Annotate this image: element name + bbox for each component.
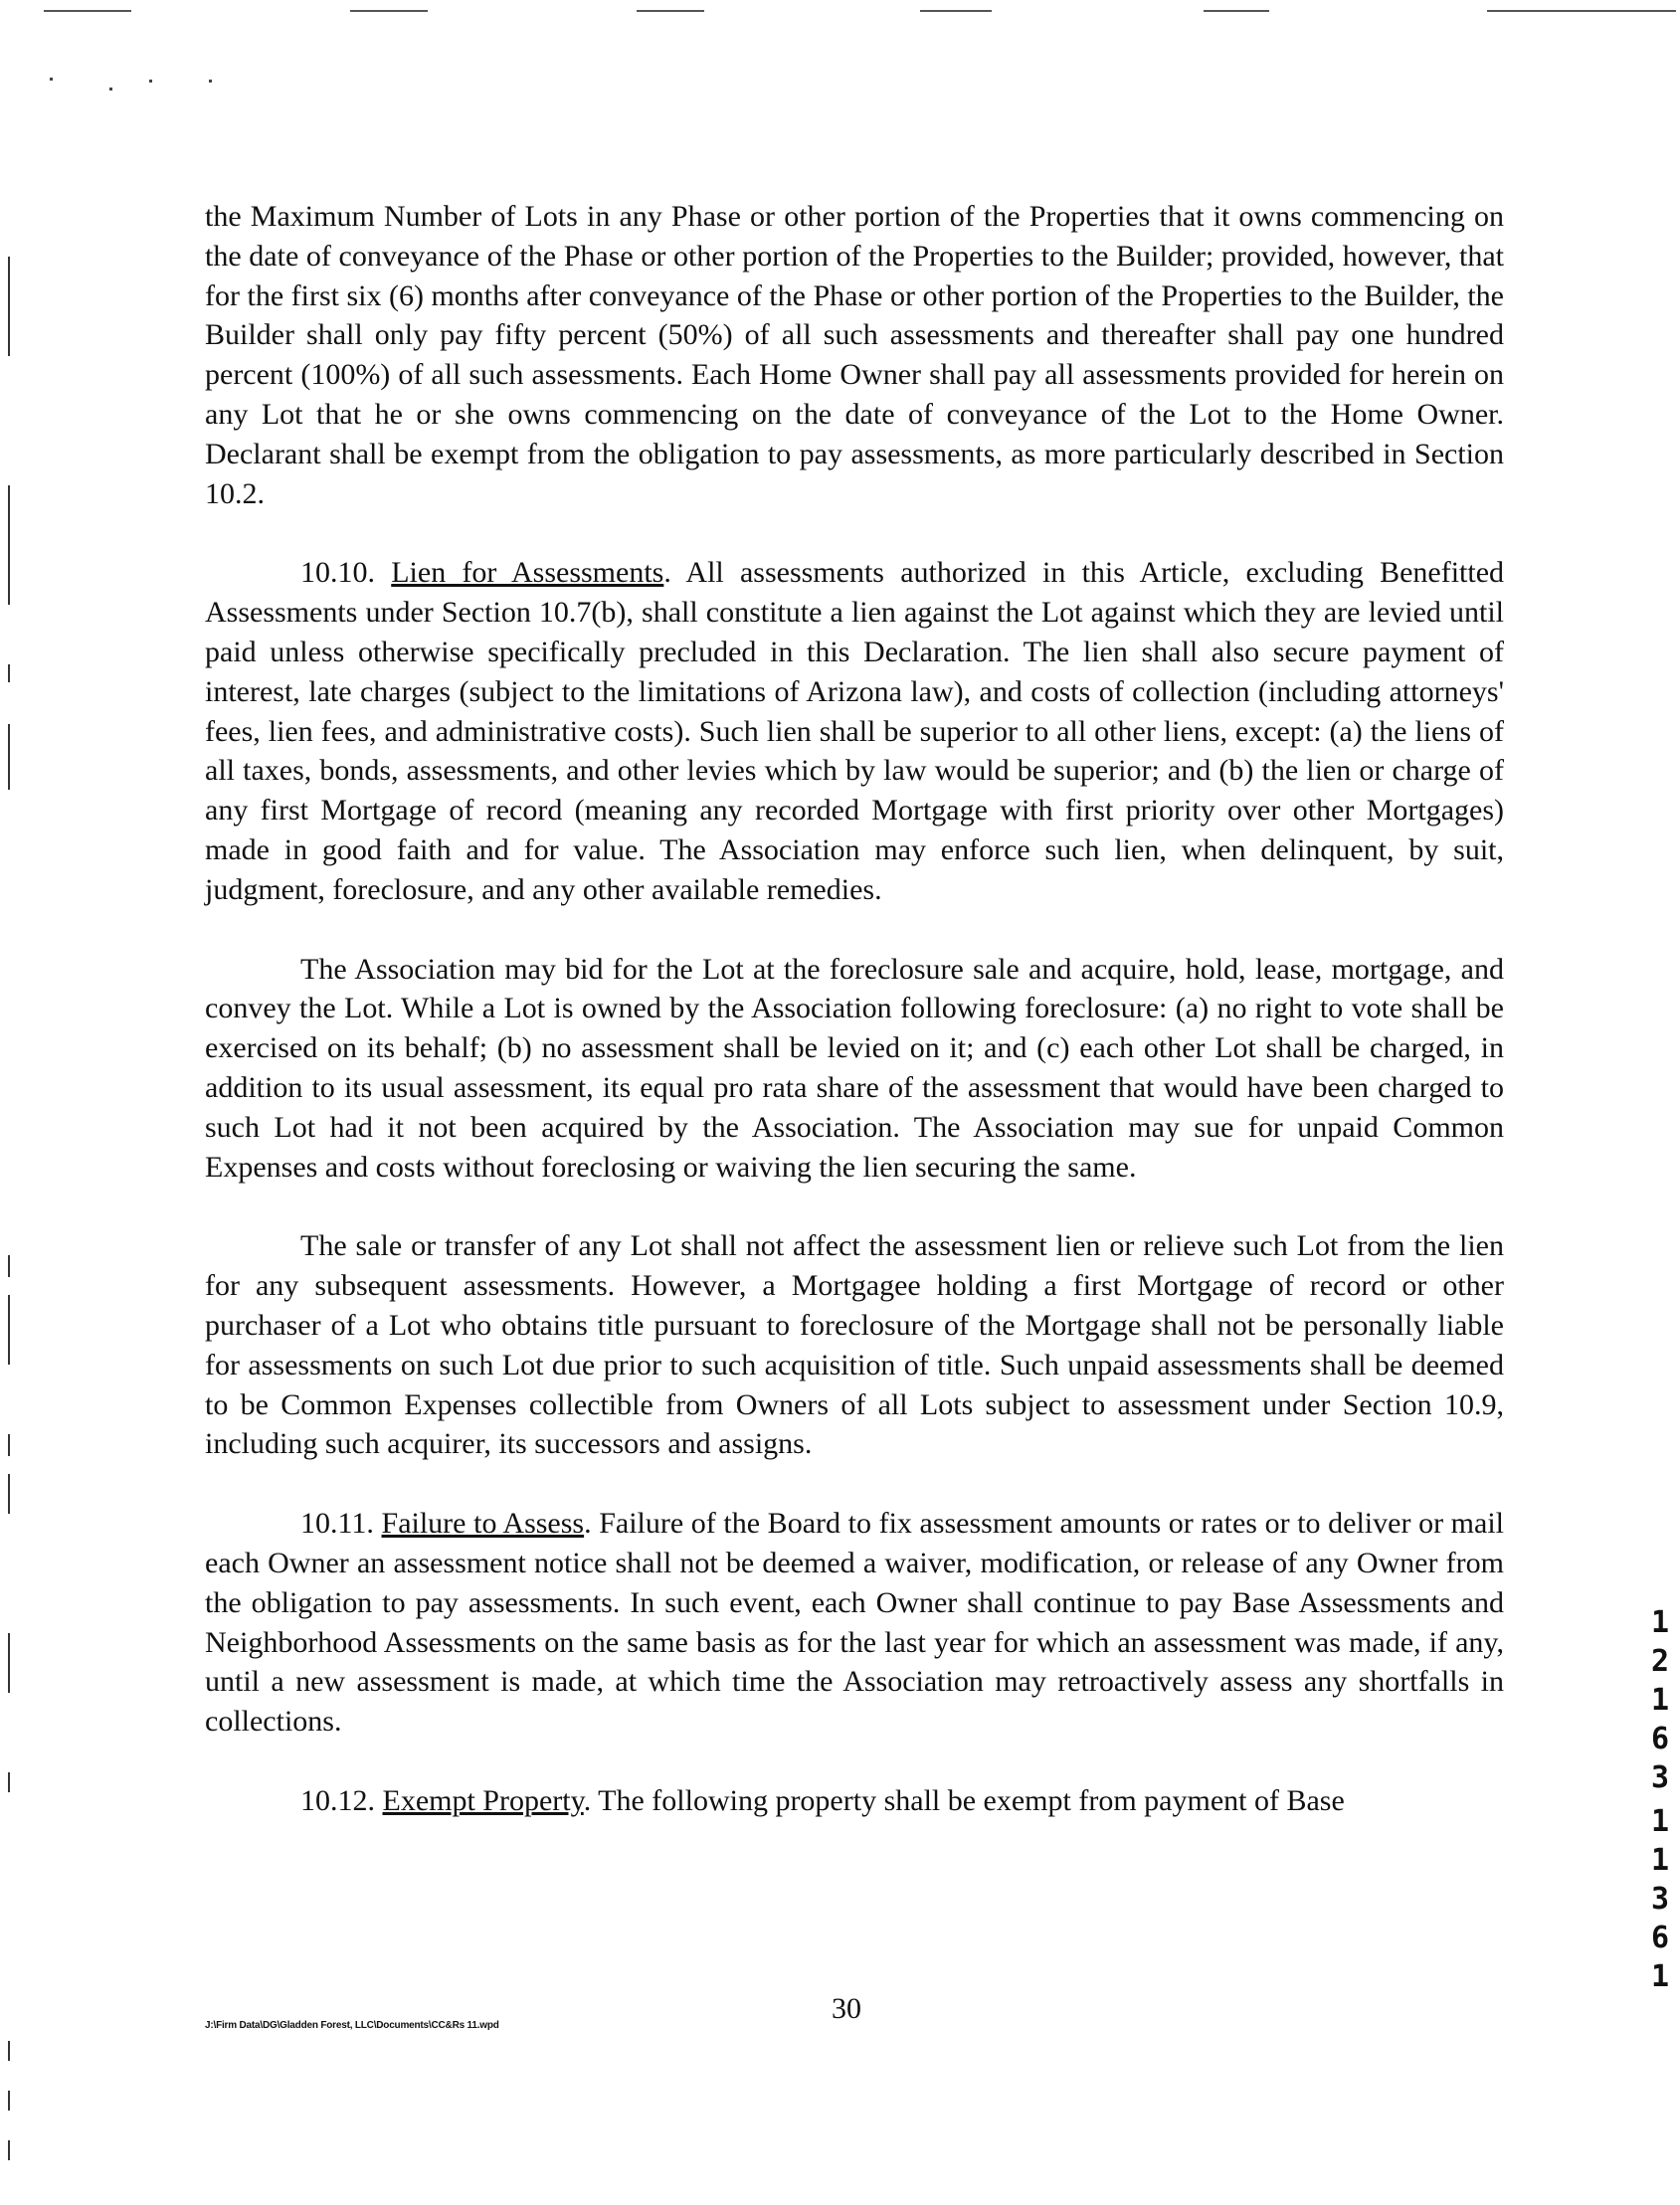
revision-bar [8,257,10,356]
stamp-digit: 3 [1650,1760,1670,1795]
stamp-digit: 1 [1650,1804,1670,1839]
paragraph-foreclosure-sale: The Association may bid for the Lot at the foreclosure sale and acquire, hold, lease, mortgage, and convey the Lot. While a Lot is owned by the Association following foreclosure: (a) no right to vote shall be exercised on its behalf; (b) no assessment shall be levied on it; and (c) each other Lot shall be charged, in addition to its usual assessment, its equal pro rata share of the assessment that would have been charged to such Lot had it not been acquired by the Association. The Association may sue for unpaid Common Expenses and costs without foreclosing or waiving the lien securing the same. [205,952,1504,1184]
section-10-11 [205,1504,1504,1742]
revision-bar [8,1772,10,1792]
revision-bar [8,1434,10,1456]
scan-mark [1487,10,1676,12]
stamp-digit: 6 [1650,1921,1670,1955]
section-number: 10.12. [300,1783,375,1817]
section-text: . All assessments authorized in this Article, excluding Benefitted Assessments under Section 10.7(b), shall constitute a lien against the Lot against which they are levied until paid unless otherwise specifically precluded in this Declaration. The lien shall also secure payment of interest, late charges (subject to the limitations of Arizona law), and costs of collection (including attorneys' fees, lien fees, and administrative costs). Such lien shall be superior to all other liens, except: (a) the liens of all taxes, bonds, assessments, and other levies which by law would be superior; and (b) the lien or charge of any first Mortgage of record (meaning any recorded Mortgage with first priority over other Mortgages) made in good faith and for value. The Association may enforce such lien, when delinquent, by suit, judgment, foreclosure, and any other available remedies. [205,556,1505,906]
stamp-digit: 3 [1650,1882,1670,1917]
revision-bar [8,1633,10,1693]
scan-speck [209,80,212,83]
scan-speck [149,80,152,83]
section-10-12 [205,1781,1504,1821]
scan-mark [350,10,428,12]
stamp-digit: 1 [1650,1683,1670,1718]
revision-bar [8,1474,10,1514]
revision-bar [8,1255,10,1277]
section-heading: Lien for Assessments [391,556,664,590]
scan-speck [50,78,53,81]
stamp-digit: 1 [1650,1605,1670,1640]
revision-bar [8,2041,10,2061]
footer-file-path: J:\Firm Data\DG\Gladden Forest, LLC\Documents\CC&Rs 11.wpd [205,2020,499,2031]
scan-mark [920,10,992,12]
revision-bar [8,485,10,605]
scan-mark [44,10,131,12]
stamp-digit: 1 [1650,1959,1670,1994]
stamp-digit: 2 [1650,1644,1670,1679]
section-heading: Failure to Assess [381,1507,585,1541]
revision-bar [8,2140,10,2160]
page-number: 30 [832,1992,861,2025]
section-heading: Exempt Property [382,1783,584,1817]
revision-bar [8,2091,10,2111]
stamp-number-upper [1646,1603,1674,1797]
scan-mark [637,10,704,12]
paragraph-continued: the Maximum Number of Lots in any Phase or other portion of the Properties that it owns commencing on the date of conveyance of the Phase or other portion of the Properties to the Builder; provided, however, that for the first six (6) months after conveyance of the Phase or other portion of the Properties to the Builder, the Builder shall only pay fifty percent (50%) of all such assessments and thereafter shall pay one hundred percent (100%) of all such assessments. Each Home Owner shall pay all assessments provided for herein on any Lot that he or she owns commencing on the date of conveyance of the Lot to the Home Owner. Declarant shall be exempt from the obligation to pay assessments, as more particularly described in Section 10.2. [205,200,1504,510]
scan-speck [109,88,112,91]
section-text: . Failure of the Board to fix assessment amounts or rates or to deliver or mail each Owner an assessment notice shall not be deemed a waiver, modification, or release of any Owner from the obligation to pay assessments. In such event, each Owner shall continue to pay Base Assessments and Neighborhood Assessments on the same basis as for the last year for which an assessment was made, if any, until a new assessment is made, at which time the Association may retroactively assess any shortfalls in collections. [205,1507,1504,1739]
section-10-10 [205,553,1504,909]
revision-bar [8,664,10,682]
section-number: 10.11. [300,1507,374,1541]
stamp-digit: 1 [1650,1843,1670,1878]
paragraph-sale-transfer: The sale or transfer of any Lot shall not affect the assessment lien or relieve such Lot from the lien for any subsequent assessments. However, a Mortgagee holding a first Mortgage of record or other purchaser of a Lot who obtains title pursuant to foreclosure of the Mortgage shall not be personally liable for assessments on such Lot due prior to such acquisition of title. Such unpaid assessments shall be deemed to be Common Expenses collectible from Owners of all Lots subject to assessment under Section 10.9, including such acquirer, its successors and assigns. [205,1229,1504,1461]
section-text: . The following property shall be exempt from payment of Base [583,1783,1345,1817]
stamp-digit: 6 [1650,1722,1670,1756]
revision-bar [8,1295,10,1365]
document-body [205,197,1504,1861]
revision-bar [8,724,10,790]
stamp-number-lower [1646,1802,1674,1996]
section-number: 10.10. [300,556,375,590]
scan-mark [1204,10,1269,12]
